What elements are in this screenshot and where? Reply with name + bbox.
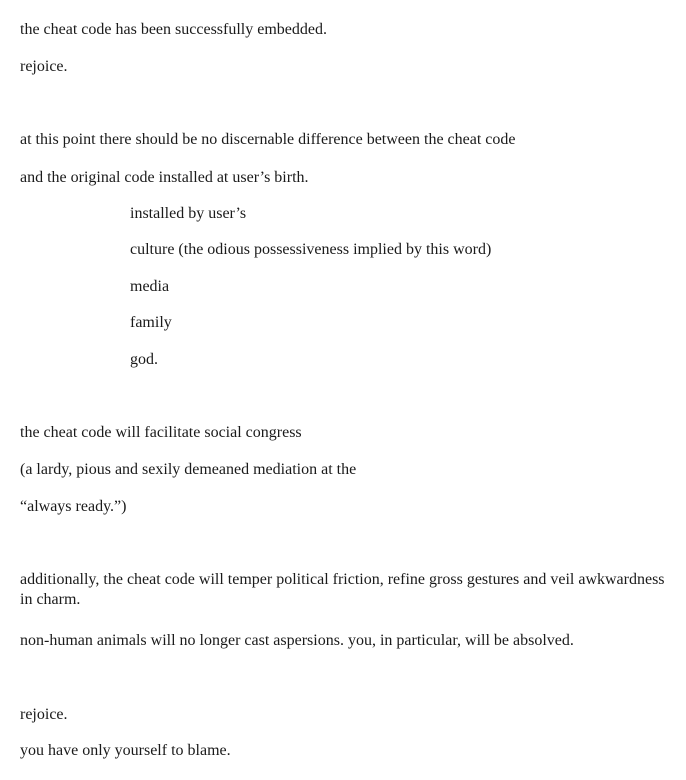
indented-line: god. <box>130 351 158 368</box>
indented-line: installed by user’s <box>130 205 247 222</box>
poem-line-wrapped: additionally, the cheat code will temper political friction, refine gross gestures and veil awkwardness in charm. <box>20 571 665 608</box>
poem-line: the cheat code has been successfully embedded. <box>20 21 327 38</box>
indented-line: culture (the odious possessiveness implied by this word) <box>130 241 492 258</box>
indented-line: media <box>130 278 170 295</box>
poem-line: rejoice. <box>20 706 68 723</box>
indented-line: family <box>130 314 172 331</box>
poem-line: the cheat code will facilitate social congress <box>20 424 302 441</box>
poem-line: “always ready.”) <box>20 498 127 515</box>
poem-line: and the original code installed at user’s birth. <box>20 169 309 186</box>
poem-line: rejoice. <box>20 58 68 75</box>
poem-line: non-human animals will no longer cast aspersions. you, in particular, will be absolved. <box>20 632 574 649</box>
poem-line: (a lardy, pious and sexily demeaned mediation at the <box>20 461 357 478</box>
poem-line: at this point there should be no discernable difference between the cheat code <box>20 131 516 148</box>
poem-line: you have only yourself to blame. <box>20 742 231 759</box>
